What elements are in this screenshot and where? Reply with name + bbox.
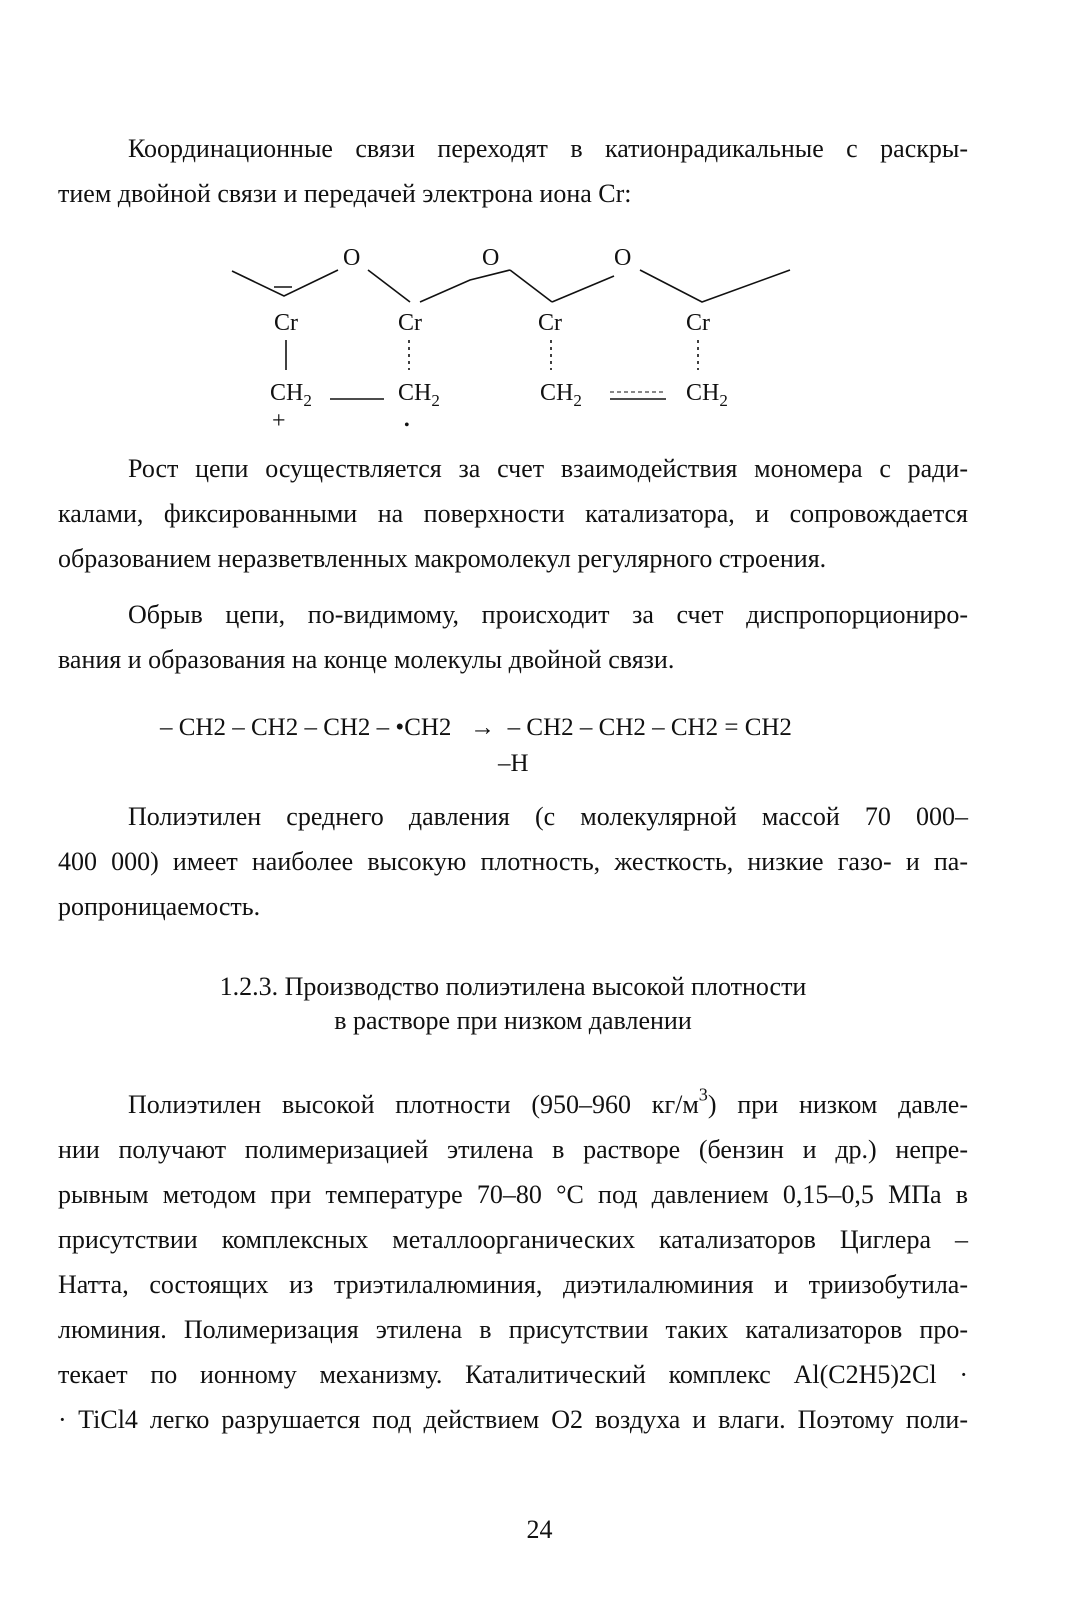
text-line: калами, фиксированными на поверхности катализатора, и сопровождается	[58, 499, 968, 528]
paragraph-chain-growth	[58, 446, 968, 581]
chromium-catalyst-structure	[0, 236, 1079, 456]
paragraph-high-density-pe	[58, 1082, 968, 1442]
equation-row	[160, 714, 792, 742]
text-line: Координационные связи переходят в катионрадикальные с раскры-	[128, 134, 968, 163]
equation-right-side: – CH2 – CH2 – CH2 = CH2	[507, 714, 792, 741]
radical-dot: •	[404, 417, 410, 434]
disproportionation-equation	[160, 714, 920, 784]
text-line: вания и образования на конце молекулы двойной связи.	[58, 645, 675, 674]
chromium-atom: Cr	[274, 310, 298, 336]
text-line: тием двойной связи и передачей электрона иона Cr:	[58, 179, 632, 208]
reaction-arrow: →	[470, 714, 496, 741]
section-heading-line: 1.2.3. Производство полиэтилена высокой плотности	[219, 972, 807, 1001]
text-line: 400 000) имеет наиболее высокую плотность, жесткость, низкие газо- и па-	[58, 847, 968, 876]
text-line: присутствии комплексных металлоорганических катализаторов Циглера –	[58, 1225, 968, 1254]
cation-plus-sign: +	[272, 408, 286, 434]
paragraph-chain-termination	[58, 592, 968, 682]
ch2-group: $CH_2$	[540, 380, 582, 410]
text-line: рывным методом при температуре 70–80 °С под давлением 0,15–0,5 МПа в	[58, 1180, 968, 1209]
text-line: Рост цепи осуществляется за счет взаимодействия мономера с ради-	[128, 454, 968, 483]
eliminated-hydrogen: –H	[498, 750, 529, 777]
text-line: ропроницаемость.	[58, 892, 261, 921]
chromium-atom: Cr	[538, 310, 562, 336]
text-line: текает по ионному механизму. Каталитический комплекс Al(C2H5)2Cl ·	[58, 1360, 968, 1389]
text-line: Натта, состоящих из триэтилалюминия, диэтилалюминия и триизобутила-	[58, 1270, 968, 1299]
text-line: образованием неразветвленных макромолекул регулярного строения.	[58, 544, 827, 573]
chromium-atom: Cr	[398, 310, 422, 336]
oxygen-atom: O	[614, 245, 632, 271]
text-line: Полиэтилен среднего давления (с молекулярной массой 70 000–	[128, 802, 968, 831]
section-heading-line: в растворе при низком давлении	[334, 1006, 692, 1035]
text-line: Обрыв цепи, по-видимому, происходит за счет диспропорциониро-	[128, 600, 968, 629]
equation-left-side: – CH2 – CH2 – CH2 – •CH2	[160, 714, 452, 741]
chromium-atom: Cr	[686, 310, 710, 336]
text-line: · TiCl4 легко разрушается под действием O2 воздуха и влаги. Поэтому поли-	[58, 1405, 968, 1434]
ch2-group: $CH_2$	[398, 380, 440, 410]
paragraph-medium-pressure-pe	[58, 794, 968, 929]
ch2-group: $CH_2$	[686, 380, 728, 410]
oxygen-atom: O	[482, 245, 500, 271]
paragraph-coordination-bonds	[58, 126, 968, 216]
ch2-group: $CH_2$	[270, 380, 312, 410]
section-heading	[58, 970, 968, 1038]
text-line: люминия. Полимеризация этилена в присутствии таких катализаторов про-	[58, 1315, 968, 1344]
text-line: Полиэтилен высокой плотности (950–960 $кг/м^3$) при низком давле-	[128, 1084, 968, 1119]
oxygen-atom: O	[343, 245, 361, 271]
page-number: 24	[526, 1515, 553, 1544]
text-line: нии получают полимеризацией этилена в растворе (бензин и др.) непре-	[58, 1135, 968, 1164]
